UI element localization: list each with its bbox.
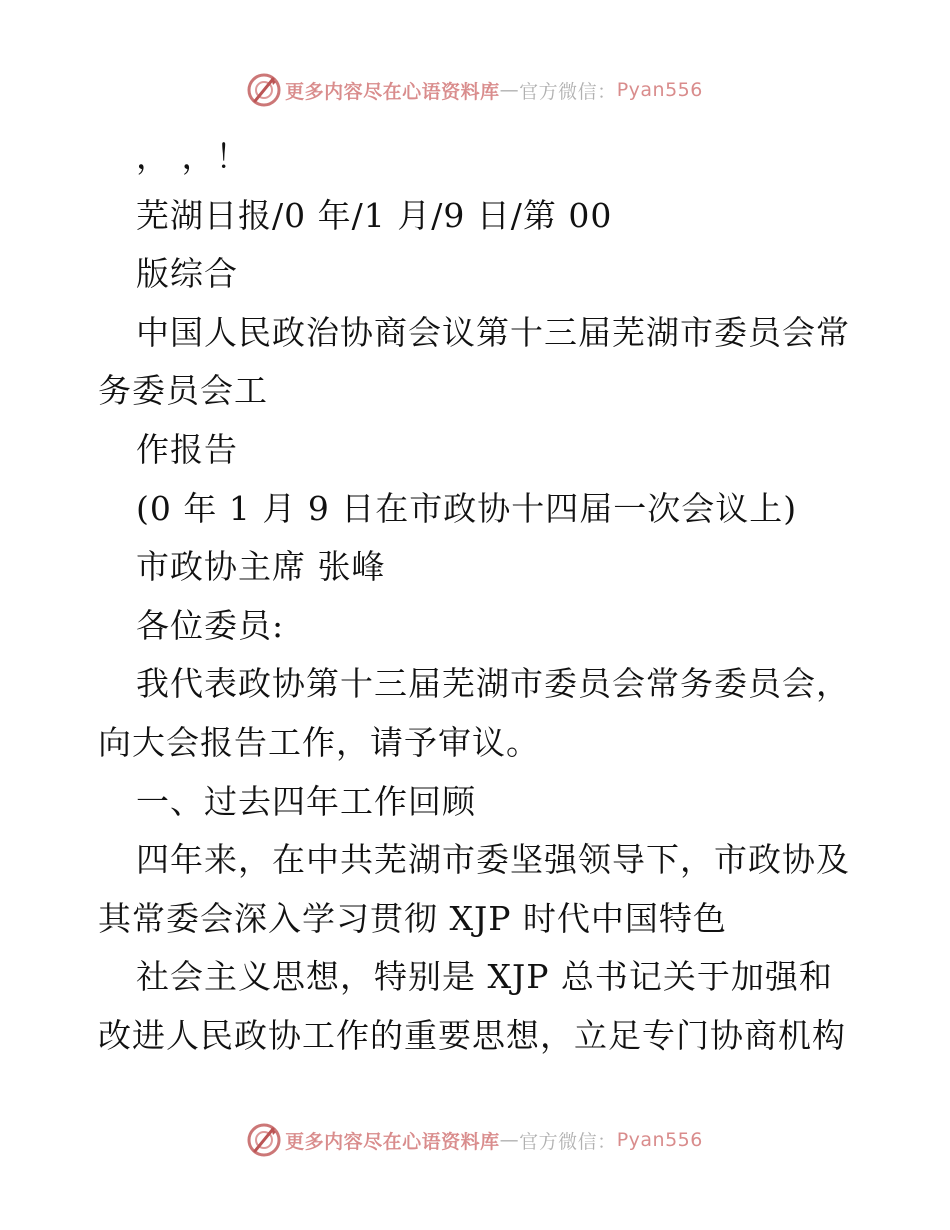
- text-line: 改进人民政协工作的重要思想，立足专门协商机构: [98, 1015, 846, 1055]
- watermark-title: 更多内容尽在心语资料库: [285, 1130, 500, 1153]
- text-line: 作报告: [136, 429, 238, 469]
- watermark-dash: —: [499, 79, 520, 101]
- text-line: 中国人民政治协商会议第十三届芜湖市委员会常: [136, 312, 850, 352]
- text-line: 一、过去四年工作回顾: [136, 781, 476, 821]
- pen-logo-icon: [247, 1123, 281, 1157]
- text-line: (0 年 1 月 9 日在市政协十四届一次会议上): [136, 488, 798, 528]
- text-line: 社会主义思想，特别是 XJP 总书记关于加强和: [136, 957, 833, 997]
- watermark-wechat-label: 官方微信：: [519, 80, 617, 103]
- watermark-wechat-id: Pyan556: [616, 1129, 703, 1151]
- text-line: 版综合: [136, 254, 238, 294]
- text-line: 各位委员:: [136, 605, 285, 645]
- text-line: 向大会报告工作，请予审议。: [98, 722, 540, 762]
- header-watermark: [0, 70, 950, 110]
- watermark-title: 更多内容尽在心语资料库: [285, 80, 500, 103]
- footer-watermark: [0, 1120, 950, 1160]
- text-line: 务委员会工: [98, 371, 268, 411]
- document-body: [98, 128, 858, 1066]
- pen-logo-icon: [247, 73, 281, 107]
- watermark-dash: —: [499, 1129, 520, 1151]
- text-line: 芜湖日报/0 年/1 月/9 日/第 00: [136, 195, 613, 235]
- watermark-wechat-label: 官方微信：: [519, 1130, 617, 1153]
- text-line: 我代表政协第十三届芜湖市委员会常务委员会，: [136, 664, 850, 704]
- text-line: ， ，！: [136, 137, 250, 176]
- text-line: 市政协主席 张峰: [136, 547, 386, 587]
- text-line: 其常委会深入学习贯彻 XJP 时代中国特色: [98, 898, 727, 938]
- text-line: 四年来，在中共芜湖市委坚强领导下，市政协及: [136, 840, 850, 880]
- watermark-wechat-id: Pyan556: [616, 79, 703, 101]
